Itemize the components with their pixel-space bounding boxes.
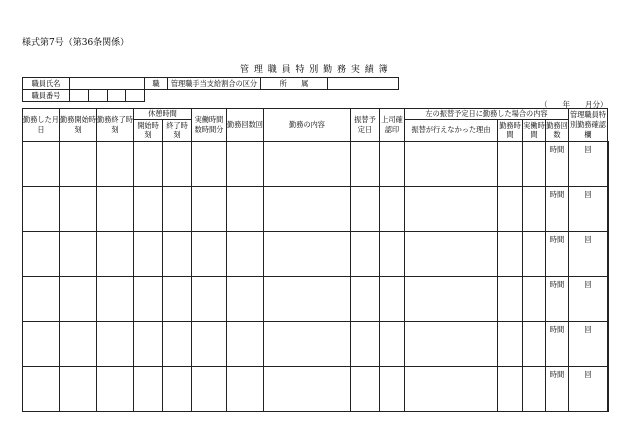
hours-unit-label: 時間 xyxy=(549,279,565,289)
department-label: 所 属 xyxy=(261,78,328,90)
times-unit-label: 回 xyxy=(584,369,592,379)
record-cell[interactable] xyxy=(163,366,192,411)
table-row xyxy=(23,366,609,411)
record-cell[interactable] xyxy=(498,186,523,231)
col-start: 勤務開始時刻 xyxy=(60,109,97,142)
record-cell[interactable] xyxy=(192,231,227,276)
record-cell[interactable] xyxy=(97,141,134,186)
record-cell[interactable] xyxy=(523,141,546,186)
record-cell[interactable] xyxy=(60,321,97,366)
record-cell[interactable] xyxy=(97,231,134,276)
table-row xyxy=(23,186,609,231)
col-actual-hours: 実働時間数時間分 xyxy=(192,109,227,142)
record-cell[interactable] xyxy=(380,276,405,321)
record-cell[interactable] xyxy=(498,366,523,411)
record-cell[interactable] xyxy=(608,141,609,186)
record-cell[interactable] xyxy=(264,186,351,231)
record-cell[interactable] xyxy=(60,231,97,276)
record-cell[interactable] xyxy=(608,321,609,366)
record-cell[interactable] xyxy=(192,366,227,411)
record-cell[interactable] xyxy=(608,276,609,321)
count-sum-cell[interactable] xyxy=(569,231,608,276)
work-record-table xyxy=(22,108,609,412)
record-cell[interactable] xyxy=(23,231,60,276)
staff-info-table xyxy=(22,77,399,102)
count-sum-cell[interactable] xyxy=(569,141,608,186)
record-cell[interactable] xyxy=(405,366,498,411)
record-cell[interactable] xyxy=(351,186,380,231)
table-row xyxy=(23,321,609,366)
record-cell[interactable] xyxy=(405,276,498,321)
record-cell[interactable] xyxy=(134,231,163,276)
count-sum-cell[interactable] xyxy=(569,276,608,321)
record-cell[interactable] xyxy=(351,276,380,321)
record-cell[interactable] xyxy=(163,141,192,186)
hours-unit-label: 時間 xyxy=(549,234,565,244)
record-cell[interactable] xyxy=(97,276,134,321)
record-cell[interactable] xyxy=(405,321,498,366)
record-cell[interactable] xyxy=(498,141,523,186)
record-cell[interactable] xyxy=(134,366,163,411)
record-cell[interactable] xyxy=(23,366,60,411)
record-cell[interactable] xyxy=(192,276,227,321)
record-cell[interactable] xyxy=(227,321,264,366)
col-break-end: 終了時刻 xyxy=(163,119,192,141)
record-cell[interactable] xyxy=(405,231,498,276)
record-cell[interactable] xyxy=(60,186,97,231)
actual-hours-sum-cell[interactable] xyxy=(546,186,569,231)
actual-hours-sum-cell[interactable] xyxy=(546,366,569,411)
year-month-label: （ 年 月分） xyxy=(540,100,608,109)
count-sum-cell[interactable] xyxy=(569,186,608,231)
record-cell[interactable] xyxy=(523,366,546,411)
record-cell[interactable] xyxy=(351,321,380,366)
col-end: 勤務終了時刻 xyxy=(97,109,134,142)
record-cell[interactable] xyxy=(380,141,405,186)
record-cell[interactable] xyxy=(227,141,264,186)
record-cell[interactable] xyxy=(523,186,546,231)
record-cell[interactable] xyxy=(380,321,405,366)
col-left-group: 左の振替予定日に勤務した場合の内容 xyxy=(405,109,569,120)
record-cell[interactable] xyxy=(227,231,264,276)
col-break: 休憩時間 xyxy=(134,109,192,120)
record-cell[interactable] xyxy=(380,366,405,411)
record-cell[interactable] xyxy=(60,366,97,411)
record-cell[interactable] xyxy=(192,321,227,366)
record-cell[interactable] xyxy=(351,141,380,186)
record-cell[interactable] xyxy=(608,231,609,276)
staff-number-field[interactable] xyxy=(70,90,145,102)
times-unit-label: 回 xyxy=(584,324,592,334)
record-cell[interactable] xyxy=(523,231,546,276)
hours-unit-label: 時間 xyxy=(549,369,565,379)
document-title: 管 理 職 員 特 別 勤 務 実 績 簿 xyxy=(240,65,389,75)
record-cell[interactable] xyxy=(227,366,264,411)
record-cell[interactable] xyxy=(227,276,264,321)
record-cell[interactable] xyxy=(23,186,60,231)
times-unit-label: 回 xyxy=(584,189,592,199)
record-cell[interactable] xyxy=(264,276,351,321)
record-cell[interactable] xyxy=(60,276,97,321)
col-left-hours: 勤務時間 xyxy=(499,120,521,140)
record-cell[interactable] xyxy=(608,186,609,231)
col-break-start: 開始時刻 xyxy=(134,119,163,141)
actual-hours-sum-cell[interactable] xyxy=(546,276,569,321)
staff-name-label: 職員氏名 xyxy=(23,78,70,90)
col-substitute-date: 振替予定日 xyxy=(351,109,380,142)
record-cell[interactable] xyxy=(264,321,351,366)
col-supervisor-seal: 上司確認印 xyxy=(380,109,405,142)
times-unit-label: 回 xyxy=(584,144,592,154)
record-cell[interactable] xyxy=(134,141,163,186)
hours-unit-label: 時間 xyxy=(549,144,565,154)
record-cell[interactable] xyxy=(351,231,380,276)
col-reason: 振替が行えなかった理由 xyxy=(405,119,498,141)
record-cell[interactable] xyxy=(23,321,60,366)
record-cell[interactable] xyxy=(380,231,405,276)
record-cell[interactable] xyxy=(351,366,380,411)
col-left-count: 勤務回数 xyxy=(546,120,568,140)
department-field[interactable] xyxy=(328,78,399,90)
col-count: 勤務回数回 xyxy=(227,109,264,142)
col-date: 勤務した月日 xyxy=(23,109,60,142)
record-cell[interactable] xyxy=(163,321,192,366)
position-label: 職 xyxy=(145,78,168,90)
table-row xyxy=(23,231,609,276)
col-content: 勤務の内容 xyxy=(264,109,351,142)
record-cell[interactable] xyxy=(192,186,227,231)
count-sum-cell[interactable] xyxy=(569,321,608,366)
record-cell[interactable] xyxy=(163,231,192,276)
col-manager-confirm: 管理職員特別勤務確認欄 xyxy=(569,109,608,142)
record-cell[interactable] xyxy=(264,366,351,411)
record-cell[interactable] xyxy=(163,276,192,321)
times-unit-label: 回 xyxy=(584,234,592,244)
record-cell[interactable] xyxy=(192,141,227,186)
table-row xyxy=(23,276,609,321)
record-cell[interactable] xyxy=(380,186,405,231)
record-cell[interactable] xyxy=(97,321,134,366)
record-cell[interactable] xyxy=(134,276,163,321)
actual-hours-sum-cell[interactable] xyxy=(546,321,569,366)
record-cell[interactable] xyxy=(163,186,192,231)
record-cell[interactable] xyxy=(227,186,264,231)
hours-unit-label: 時間 xyxy=(549,324,565,334)
record-cell[interactable] xyxy=(498,321,523,366)
record-cell[interactable] xyxy=(23,141,60,186)
form-number: 様式第7号（第36条関係） xyxy=(22,38,130,48)
times-unit-label: 回 xyxy=(584,279,592,289)
record-cell[interactable] xyxy=(264,141,351,186)
record-cell[interactable] xyxy=(97,186,134,231)
record-cell[interactable] xyxy=(498,276,523,321)
actual-hours-sum-cell[interactable] xyxy=(546,231,569,276)
record-cell[interactable] xyxy=(264,231,351,276)
staff-name-field[interactable] xyxy=(70,78,145,90)
record-cell[interactable] xyxy=(405,141,498,186)
col-left-actual: 実働時間 xyxy=(523,120,545,140)
hours-unit-label: 時間 xyxy=(549,189,565,199)
record-cell[interactable] xyxy=(523,321,546,366)
record-cell[interactable] xyxy=(608,366,609,411)
record-cell[interactable] xyxy=(498,231,523,276)
count-sum-cell[interactable] xyxy=(569,366,608,411)
record-cell[interactable] xyxy=(523,276,546,321)
record-cell[interactable] xyxy=(23,276,60,321)
staff-number-label: 職員番号 xyxy=(23,90,70,102)
table-row xyxy=(23,141,609,186)
record-cell[interactable] xyxy=(405,186,498,231)
record-cell[interactable] xyxy=(134,186,163,231)
allowance-label: 管理職手当支給割合の区分 xyxy=(168,78,261,90)
record-cell[interactable] xyxy=(97,366,134,411)
actual-hours-sum-cell[interactable] xyxy=(546,141,569,186)
record-cell[interactable] xyxy=(60,141,97,186)
record-cell[interactable] xyxy=(134,321,163,366)
